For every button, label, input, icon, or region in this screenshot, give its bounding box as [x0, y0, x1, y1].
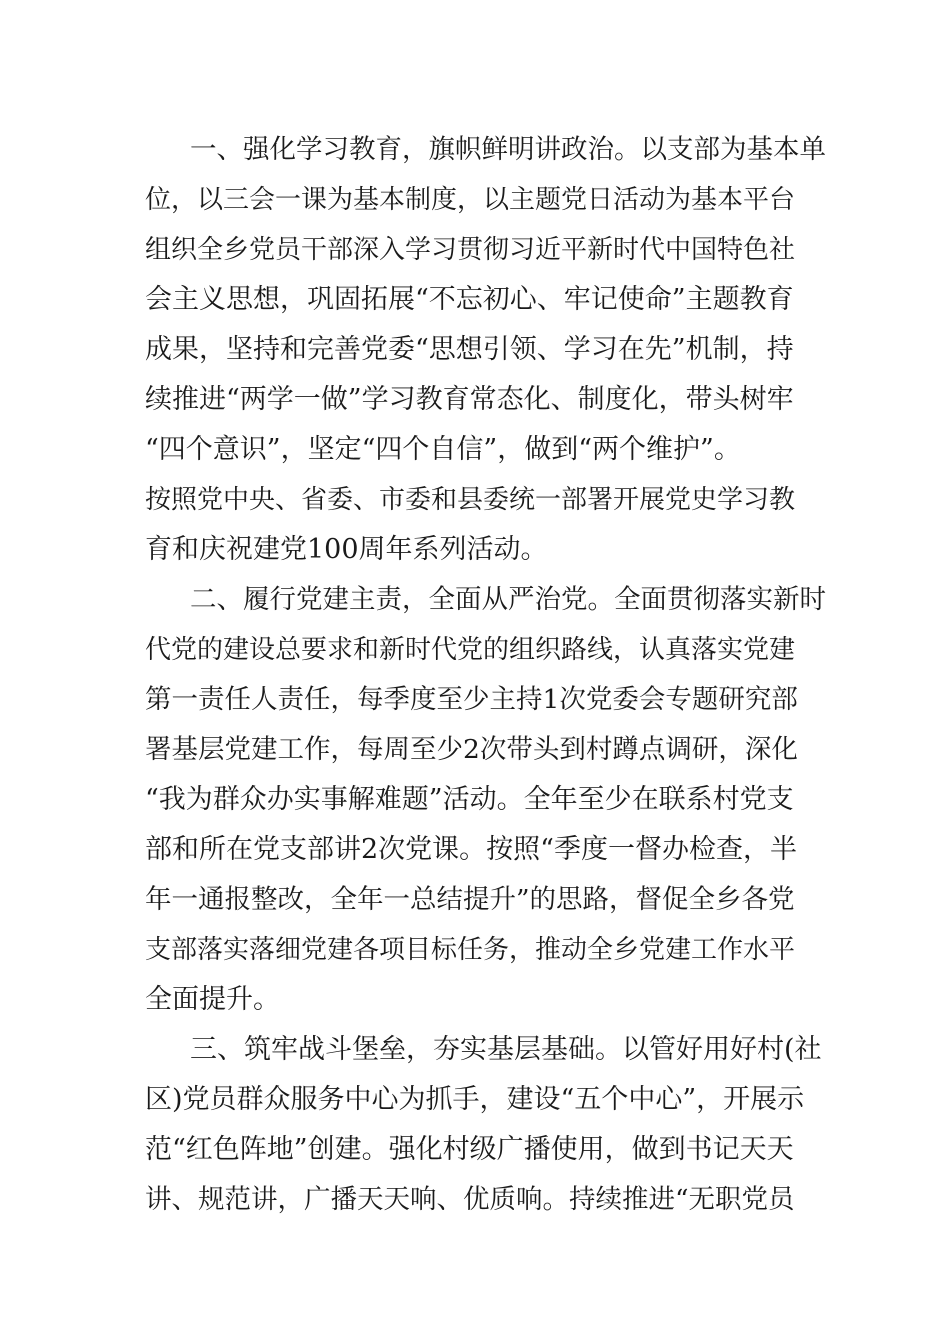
paragraph-2-line-2: 代党的建设总要求和新时代党的组织路线，认真落实党建	[145, 635, 796, 665]
paragraph-1-line-2: 位，以三会一课为基本制度，以主题党日活动为基本平台	[145, 185, 796, 215]
paragraph-1-line-6: 续推进“两学一做”学习教育常态化、制度化，带头树牢	[145, 384, 794, 415]
paragraph-2-line-1: 二、履行党建主责，全面从严治党。全面贯彻落实新时	[190, 584, 826, 615]
paragraph-2-line-4: 署基层党建工作，每周至少2次带头到村蹲点调研，深化	[145, 734, 798, 765]
paragraph-1-line-3: 组织全乡党员干部深入学习贯彻习近平新时代中国特色社	[145, 235, 796, 265]
paragraph-1-line-5: 成果，坚持和完善党委“思想引领、学习在先”机制，持	[145, 334, 794, 365]
paragraph-1-line-7: “四个意识”，坚定“四个自信”，做到“两个维护”。	[145, 434, 741, 465]
paragraph-2-line-9: 全面提升。	[145, 984, 280, 1015]
paragraph-2-line-7: 年一通报整改，全年一总结提升”的思路，督促全乡各党	[145, 884, 795, 915]
paragraph-2-line-8: 支部落实落细党建各项目标任务，推动全乡党建工作水平	[145, 935, 796, 965]
paragraph-2-line-5: “我为群众办实事解难题”活动。全年至少在联系村党支	[145, 784, 794, 815]
paragraph-2-line-3: 第一责任人责任，每季度至少主持1次党委会专题研究部	[145, 684, 798, 715]
paragraph-3-line-2: 区)党员群众服务中心为抓手，建设“五个中心”，开展示	[145, 1084, 805, 1115]
paragraph-1-line-1: 一、强化学习教育，旗帜鲜明讲政治。以支部为基本单	[190, 134, 826, 165]
paragraph-1-line-4: 会主义思想，巩固拓展“不忘初心、牢记使命”主题教育	[145, 284, 794, 315]
paragraph-2-line-6: 部和所在党支部讲2次党课。按照“季度一督办检查，半	[145, 834, 797, 865]
paragraph-3-line-4: 讲、规范讲，广播天天响、优质响。持续推进“无职党员	[145, 1184, 795, 1215]
paragraph-3-line-1: 三、筑牢战斗堡垒，夯实基层基础。以管好用好村(社	[190, 1034, 822, 1065]
paragraph-1-line-8: 按照党中央、省委、市委和县委统一部署开展党史学习教	[145, 485, 796, 515]
paragraph-1-line-9: 育和庆祝建党100周年系列活动。	[145, 534, 548, 565]
paragraph-3-line-3: 范“红色阵地”创建。强化村级广播使用，做到书记天天	[145, 1134, 794, 1165]
